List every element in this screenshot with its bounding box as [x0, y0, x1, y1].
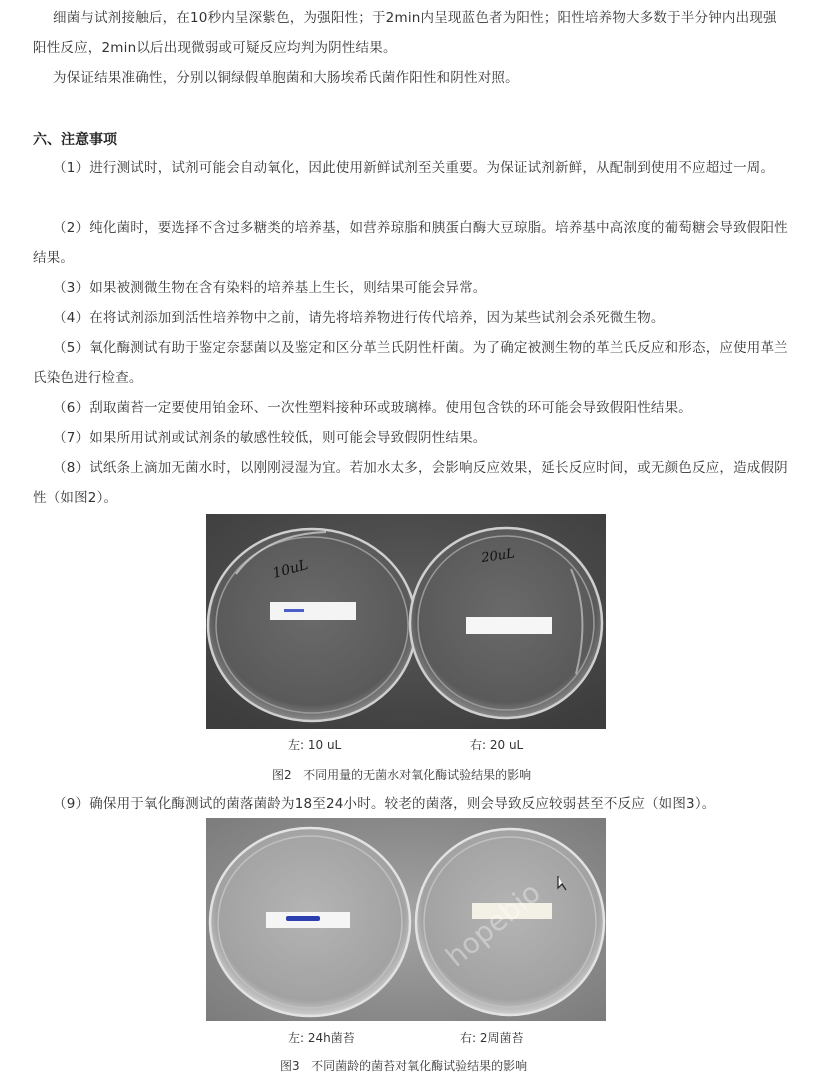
- watermark: hopebio: [439, 875, 547, 974]
- petri-dish-right: [410, 528, 602, 718]
- test-strip-left: [270, 602, 356, 620]
- note-item-5: （5）氧化酶测试有助于鉴定奈瑟菌以及鉴定和区分革兰氏阴性杆菌。为了确定被测生物的革兰氏反应和形态，应使用革兰氏染色进行检查。: [33, 340, 788, 386]
- figure-2-photo: [206, 514, 606, 729]
- plate-label-right: 20uL: [480, 546, 516, 566]
- note-item-3: （3）如果被测微生物在含有染料的培养基上生长，则结果可能会异常。: [53, 280, 487, 296]
- intro-paragraph-1: 细菌与试剂接触后，在10秒内呈深紫色，为强阳性；于2min内呈现蓝色者为阳性；阳性培养物大多数于半分钟内出现强阳性反应，2min以后出现微弱或可疑反应均判为阴性结果。: [33, 10, 777, 56]
- note-item-8: （8）试纸条上滴加无菌水时，以刚刚浸湿为宜。若加水太多，会影响反应效果，延长反应时间，或无颜色反应，造成假阴性（如图2）。: [33, 460, 788, 506]
- blue-reaction-24h: [286, 916, 320, 921]
- figure-3-photo: [206, 818, 606, 1021]
- blue-reaction-left: [284, 609, 304, 612]
- petri-dish-left: [208, 529, 416, 721]
- note-item-9: （9）确保用于氧化酶测试的菌落菌龄为18至24小时。较老的菌落，则会导致反应较弱甚至不反应（如图3）。: [53, 796, 716, 812]
- test-strip-right: [466, 617, 552, 634]
- figure-3-caption: 图3 不同菌龄的菌苔对氧化酶试验结果的影响: [280, 1059, 528, 1073]
- section-heading: 六、注意事项: [33, 132, 117, 148]
- figure-2-caption: 图2 不同用量的无菌水对氧化酶试验结果的影响: [272, 768, 532, 782]
- note-item-7: （7）如果所用试剂或试剂条的敏感性较低，则可能会导致假阴性结果。: [53, 430, 487, 446]
- note-item-4: （4）在将试剂添加到活性培养物中之前，请先将培养物进行传代培养，因为某些试剂会杀死微生物。: [53, 310, 665, 326]
- note-item-2: （2）纯化菌时，要选择不含过多糖类的培养基，如营养琼脂和胰蛋白酶大豆琼脂。培养基中高浓度的葡萄糖会导致假阳性结果。: [33, 220, 788, 266]
- plate-label-left: 10uL: [270, 557, 310, 582]
- intro-paragraph-2: 为保证结果准确性，分别以铜绿假单胞菌和大肠埃希氏菌作阳性和阴性对照。: [53, 70, 519, 86]
- figure-2-caption-left: 左: 10 uL: [288, 738, 342, 752]
- note-item-1: （1）进行测试时，试剂可能会自动氧化，因此使用新鲜试剂至关重要。为保证试剂新鲜，从配制到使用不应超过一周。: [53, 160, 775, 176]
- figure-2-caption-right: 右: 20 uL: [470, 738, 524, 752]
- note-item-6: （6）刮取菌苔一定要使用铂金环、一次性塑料接种环或玻璃棒。使用包含铁的环可能会导致假阳性结果。: [53, 400, 692, 416]
- figure-3-caption-left: 左: 24h菌苔: [288, 1031, 355, 1045]
- figure-3-caption-right: 右: 2周菌苔: [460, 1031, 524, 1045]
- petri-dish-24h: [210, 828, 410, 1016]
